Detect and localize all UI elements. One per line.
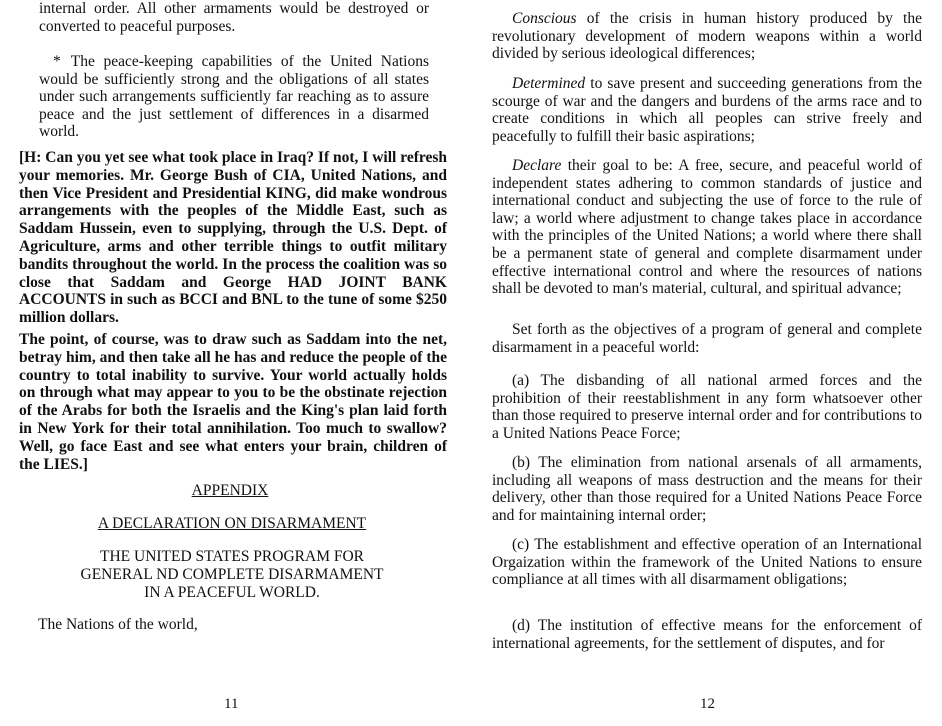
commentary-paragraph-2: The point, of course, was to draw such as Saddam into the net, betray him, and then take all he has and reduce the people of the country to total inability to survive. Your world actually holds on through what may appear to you to be the obstinate rejection of the Arabs for both the Israelis and the King's plan laid forth in New York for their total annihilation. Too much to swallow? Well, go face East and see what enters your brain, children of the LIES.] [19, 331, 447, 473]
declaration-heading: A DECLARATION ON DISARMAMENT [97, 515, 367, 532]
declare-paragraph [492, 157, 922, 298]
declare-keyword: Declare [512, 157, 562, 174]
continuation-paragraph: internal order. All other armaments would be destroyed or converted to peaceful purposes. [39, 0, 429, 35]
commentary-paragraph-1: [H: Can you yet see what took place in Iraq? If not, I will refresh your memories. Mr. George Bush of CIA, United Nations, and then Vice President and Presidential KING, did make wondrous arrangements with the peoples of the Middle East, such as Saddam Hussein, even to supplying, through the U.S. Dept. of Agriculture, arms and other terrible things to outfit military bandits throughout the world. In the process the coalition was so close that Saddam and George HAD JOINT BANK ACCOUNTS in such as BCCI and BNL to the tune of some $250 million dollars. [19, 149, 447, 327]
determined-keyword: Determined [512, 75, 586, 92]
appendix-heading: APPENDIX [191, 482, 269, 499]
bullet-paragraph [39, 53, 429, 141]
bullet-text: The peace-keeping capabilities of the United Nations would be sufficiently strong and the obligations of all states under such arrangements sufficiently far reaching as to assure peace and the just settlement of differences in a disarmed world. [39, 53, 429, 141]
declare-text: their goal to be: A free, secure, and peaceful world of independent states adhering to common standards of justice and international conduct and subjecting the use of force to the rule of law; a world where adjustment to change takes place in accordance with the principles of the United Nations; a world where there shall be a permanent state of general and complete disarmament under effective international control and where the resources of nations shall be devoted to man's material, cultural, and spiritual advance; [492, 157, 922, 298]
objective-item-c: (c) The establishment and effective operation of an International Orgaization within the framework of the United Nations to ensure compliance at all times with all disarmament obligations; [492, 536, 922, 589]
conscious-text: of the crisis in human history produced by the revolutionary development of modern weapons within a world divided by serious ideological differences; [492, 10, 922, 63]
page-number: 11 [224, 696, 239, 712]
objective-item-a: (a) The disbanding of all national armed forces and the prohibition of their reestablishment in any form whatsoever other than those required to preserve internal order and for contributions to a United Nations Peace Force; [492, 372, 922, 442]
right-page [471, 0, 942, 726]
program-title-line-2: GENERAL ND COMPLETE DISARMAMENT [80, 566, 384, 583]
nations-line: The Nations of the world, [38, 616, 198, 633]
objective-item-b: (b) The elimination from national arsenals of all armaments, including all weapons of mass destruction and the means for their delivery, other than those required for a United Nations Peace Force and for maintaining internal order; [492, 454, 922, 524]
conscious-paragraph [492, 10, 922, 63]
setforth-paragraph: Set forth as the objectives of a program of general and complete disarmament in a peaceful world: [492, 321, 922, 356]
program-title-line-1: THE UNITED STATES PROGRAM FOR [100, 548, 364, 565]
determined-text: to save present and succeeding generations from the scourge of war and the dangers and burdens of the arms race and to create conditions in which all peoples can strive freely and peacefully to fulfill their basic aspirations; [492, 75, 922, 145]
bullet-marker: * [53, 53, 61, 70]
page-number: 12 [700, 696, 715, 712]
determined-paragraph [492, 75, 922, 145]
objective-item-d: (d) The institution of effective means for the enforcement of international agreements, for the settlement of disputes, and for [492, 617, 922, 652]
program-title-line-3: IN A PEACEFUL WORLD. [144, 584, 320, 601]
conscious-keyword: Conscious [512, 10, 577, 27]
